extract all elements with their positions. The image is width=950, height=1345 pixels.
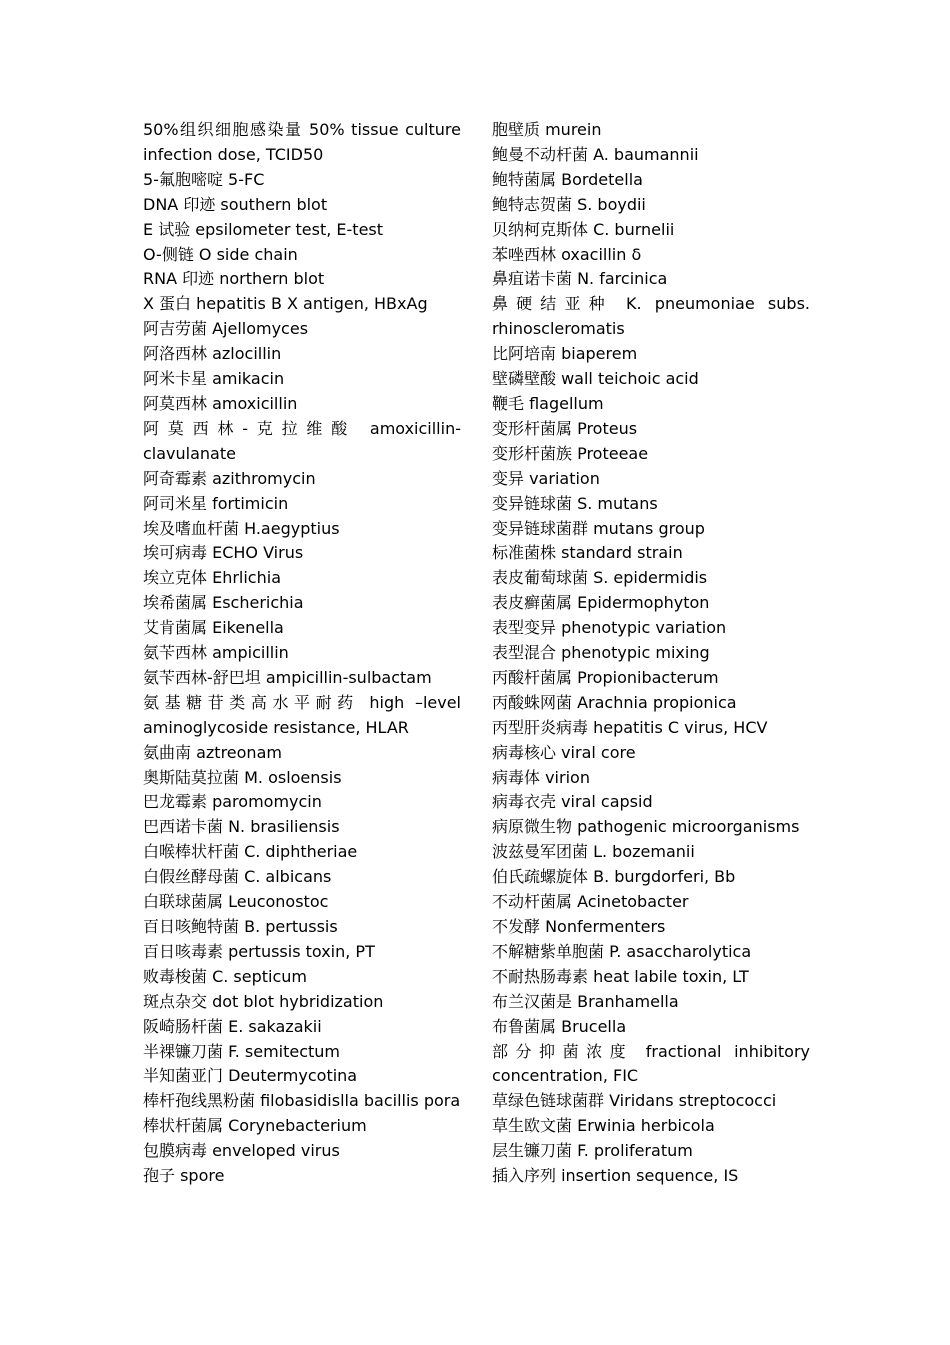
glossary-entry: 层生镰刀菌 F. proliferatum (492, 1141, 693, 1161)
glossary-entry: 丙酸杆菌属 Propionibacterum (492, 667, 719, 687)
glossary-entry: 病毒体 virion (492, 767, 590, 787)
glossary-entry: 巴西诺卡菌 N. brasiliensis (143, 817, 340, 837)
glossary-entry: 埃及嗜血杆菌 H.aegyptius (143, 518, 340, 538)
glossary-entry: 不动杆菌属 Acinetobacter (492, 892, 689, 912)
glossary-entry: 孢子 spore (143, 1166, 225, 1186)
glossary-entry: 氨基糖苷类高水平耐药 high –level aminoglycoside resistance, HLAR (143, 692, 461, 737)
glossary-entry: 50%组织细胞感染量 50% tissue culture infection dose, TCID50 (143, 120, 461, 164)
glossary-entry: 阿吉劳菌 Ajellomyces (143, 319, 309, 339)
glossary-entry: 阿司米星 fortimicin (143, 493, 289, 513)
glossary-entry: 埃可病毒 ECHO Virus (143, 543, 304, 563)
glossary-left-column (143, 118, 461, 1189)
glossary-entry: 奥斯陆莫拉菌 M. osloensis (143, 767, 342, 787)
glossary-entry: 表型混合 phenotypic mixing (492, 643, 710, 663)
glossary-entry: 病毒衣壳 viral capsid (492, 792, 653, 812)
glossary-entry: 斑点杂交 dot blot hybridization (143, 991, 384, 1011)
glossary-entry: 鲍特菌属 Bordetella (492, 169, 643, 189)
glossary-entry: 贝纳柯克斯体 C. burnelii (492, 219, 675, 239)
glossary-entry: 白联球菌属 Leuconostoc (143, 892, 329, 912)
glossary-entry: 半裸镰刀菌 F. semitectum (143, 1041, 341, 1061)
glossary-entry: 变异链球菌 S. mutans (492, 493, 658, 513)
glossary-entry: 表皮葡萄球菌 S. epidermidis (492, 568, 708, 588)
glossary-entry: 变异 variation (492, 468, 600, 488)
glossary-entry: E 试验 epsilometer test, E-test (143, 219, 384, 239)
glossary-entry: 半知菌亚门 Deutermycotina (143, 1066, 358, 1086)
glossary-entry: 波兹曼军团菌 L. bozemanii (492, 842, 695, 862)
glossary-entry: 不耐热肠毒素 heat labile toxin, LT (492, 966, 749, 986)
glossary-entry: 表型变异 phenotypic variation (492, 618, 727, 638)
glossary-entry: X 蛋白 hepatitis B X antigen, HBxAg (143, 294, 428, 314)
glossary-entry: DNA 印迹 southern blot (143, 194, 328, 214)
glossary-right-column (492, 118, 810, 1189)
glossary-entry: 插入序列 insertion sequence, IS (492, 1166, 739, 1186)
glossary-entry: 棒杆孢线黑粉菌 filobasidislla bacillis pora (143, 1091, 461, 1111)
glossary-entry: 氨苄西林-舒巴坦 ampicillin-sulbactam (143, 667, 432, 687)
glossary-entry: 白假丝酵母菌 C. albicans (143, 867, 332, 887)
glossary-entry: 丙酸蛛网菌 Arachnia propionica (492, 692, 737, 712)
glossary-entry: 阿洛西林 azlocillin (143, 344, 282, 364)
glossary-entry: 比阿培南 biaperem (492, 344, 638, 364)
glossary-entry: 部分抑菌浓度 fractional inhibitory concentration, FIC (492, 1041, 810, 1086)
glossary-entry: 阪崎肠杆菌 E. sakazakii (143, 1016, 322, 1036)
glossary-entry: 埃希菌属 Escherichia (143, 593, 304, 613)
glossary-entry: 伯氏疏螺旋体 B. burgdorferi, Bb (492, 867, 736, 887)
glossary-entry: 苯唑西林 oxacillin δ (492, 244, 642, 264)
glossary-entry: 草绿色链球菌群 Viridans streptococci (492, 1091, 777, 1111)
glossary-entry: 草生欧文菌 Erwinia herbicola (492, 1116, 715, 1136)
glossary-entry: 阿米卡星 amikacin (143, 369, 285, 389)
glossary-entry: 鼻硬结亚种 K. pneumoniae subs. rhinoscleromatis (492, 294, 810, 339)
glossary-entry: 壁磷壁酸 wall teichoic acid (492, 369, 699, 389)
glossary-entry: 阿奇霉素 azithromycin (143, 468, 316, 488)
glossary-entry: 不解糖紫单胞菌 P. asaccharolytica (492, 941, 752, 961)
glossary-entry: 阿莫西林-克拉维酸 amoxicillin-clavulanate (143, 418, 461, 463)
glossary-entry: 胞壁质 murein (492, 120, 602, 139)
glossary-entry: 5-氟胞嘧啶 5-FC (143, 169, 265, 189)
glossary-entry: 变形杆菌属 Proteus (492, 418, 638, 438)
glossary-entry: 氨曲南 aztreonam (143, 742, 282, 762)
glossary-entry: 百日咳鲍特菌 B. pertussis (143, 917, 338, 936)
glossary-entry: 包膜病毒 enveloped virus (143, 1141, 340, 1161)
glossary-entry: 鼻疽诺卡菌 N. farcinica (492, 269, 668, 289)
glossary-entry: 棒状杆菌属 Corynebacterium (143, 1116, 367, 1136)
glossary-entry: 艾肯菌属 Eikenella (143, 618, 284, 638)
glossary-entry: 布兰汉菌是 Branhamella (492, 991, 679, 1011)
glossary-entry: 丙型肝炎病毒 hepatitis C virus, HCV (492, 717, 768, 737)
glossary-entry: 病毒核心 viral core (492, 742, 636, 762)
glossary-entry: 阿莫西林 amoxicillin (143, 393, 298, 413)
glossary-entry: 鲍特志贺菌 S. boydii (492, 194, 646, 214)
glossary-entry: O-侧链 O side chain (143, 244, 298, 264)
glossary-entry: 标准菌株 standard strain (492, 543, 683, 563)
glossary-entry: 鞭毛 flagellum (492, 393, 604, 413)
glossary-entry: 布鲁菌属 Brucella (492, 1016, 627, 1036)
glossary-entry: 变形杆菌族 Proteeae (492, 443, 649, 463)
glossary-entry: 氨苄西林 ampicillin (143, 643, 289, 663)
glossary-entry: RNA 印迹 northern blot (143, 269, 325, 289)
glossary-entry: 变异链球菌群 mutans group (492, 518, 705, 538)
glossary-entry: 败毒梭菌 C. septicum (143, 966, 308, 986)
glossary-entry: 鲍曼不动杆菌 A. baumannii (492, 144, 699, 164)
glossary-entry: 埃立克体 Ehrlichia (143, 568, 281, 588)
glossary-entry: 表皮癣菌属 Epidermophyton (492, 593, 710, 613)
glossary-entry: 病原微生物 pathogenic microorganisms (492, 817, 800, 837)
glossary-entry: 不发酵 Nonfermenters (492, 917, 666, 936)
glossary-entry: 白喉棒状杆菌 C. diphtheriae (143, 842, 358, 862)
glossary-entry: 巴龙霉素 paromomycin (143, 792, 322, 812)
glossary-entry: 百日咳毒素 pertussis toxin, PT (143, 941, 375, 961)
